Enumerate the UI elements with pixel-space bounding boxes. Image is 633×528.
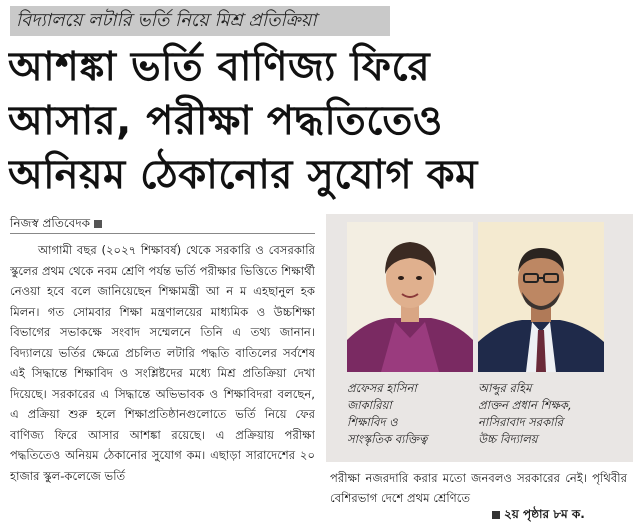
caption-line: সাংস্কৃতিক ব্যক্তিত্ব: [347, 432, 428, 446]
headline-line-2: আসার, পরীক্ষা পদ্ধতিতেও: [8, 98, 443, 144]
caption-line: প্রফেসর হাসিনা: [347, 381, 417, 395]
page-ref-square-icon: [492, 511, 500, 519]
continued-page-reference: [492, 506, 585, 526]
page-ref-text: ২য় পৃষ্ঠার ৮ম ক.: [504, 507, 585, 521]
photo-woman-portrait: [347, 222, 473, 372]
caption-line: নাসিরাবাদ সরকারি: [478, 415, 564, 429]
byline-square-icon: [94, 220, 102, 228]
man-portrait-icon: [478, 222, 604, 372]
byline-text: নিজস্ব প্রতিবেদক: [10, 216, 91, 230]
photo-caption-right: [478, 380, 628, 448]
woman-portrait-icon: [347, 222, 473, 372]
article-kicker: বিদ্যালয়ে লটারি ভর্তি নিয়ে মিশ্র প্রতিক্রিয়া: [10, 6, 390, 36]
caption-line: শিক্ষাবিদ ও: [347, 415, 398, 429]
article-continuation: পরীক্ষা নজরদারি করার মতো জনবলও সরকারের নেই। পৃথিবীর বেশিরভাগ দেশে প্রথম শ্রেণিতে: [330, 471, 627, 505]
byline: [10, 214, 310, 232]
caption-line: জাকারিয়া: [347, 398, 392, 412]
article-body: [10, 240, 315, 528]
photo-man-portrait: [478, 222, 604, 372]
caption-line: প্রাক্তন প্রধান শিক্ষক,: [478, 398, 572, 412]
headline-line-1: আশঙ্কা ভর্তি বাণিজ্য ফিরে: [8, 44, 431, 90]
headline-line-3: অনিয়ম ঠেকানোর সুযোগ কম: [8, 152, 478, 198]
photo-caption-left: [347, 380, 473, 448]
caption-line: উচ্চ বিদ্যালয়: [478, 432, 538, 446]
article-headline: [8, 40, 628, 202]
article-body-text: আগামী বছর (২০২৭ শিক্ষাবর্ষ) থেকে সরকারি ও বেসরকারি স্কুলের প্রথম থেকে নবম শ্রেণি পর্যন্ত ভর্তি পরীক্ষার ভিত্তিতে শিক্ষার্থী নেওয়া হবে বলে জানিয়েছেন শিক্ষামন্ত্রী আ ন ম এহছানুল হক মিলন। গত সোমবার শিক্ষা মন্ত্রণালয়ের মাধ্যমিক ও উচ্চশিক্ষা বিভাগের সভাকক্ষে সংবাদ সম্মেলনে তিনি এ তথ্য জানান। বিদ্যালয়ে ভর্তির ক্ষেত্রে প্রচলিত লটারি পদ্ধতি বাতিলের সর্বশেষ এই সিদ্ধান্তে শিক্ষাবিদ ও সংশ্লিষ্টদের মধ্যে মিশ্র প্রতিক্রিয়া দেখা দিয়েছে। সরকারের এ সিদ্ধান্তে অভিভাবক ও শিক্ষাবিদরা বলছেন, এ প্রক্রিয়া শুরু হলে শিক্ষাপ্রতিষ্ঠানগুলোতে ভর্তি নিয়ে ফের বাণিজ্য ফিরে আসার আশঙ্কা রয়েছে। এ প্রক্রিয়ায় পরীক্ষা পদ্ধতিতেও অনিয়ম ঠেকানোর সুযোগ কম। এছাড়া সারাদেশের ২০ হাজার স্কুল-কলেজে ভর্তি: [10, 243, 315, 483]
byline-divider: [10, 233, 315, 234]
caption-line: আব্দুর রহিম: [478, 381, 532, 395]
